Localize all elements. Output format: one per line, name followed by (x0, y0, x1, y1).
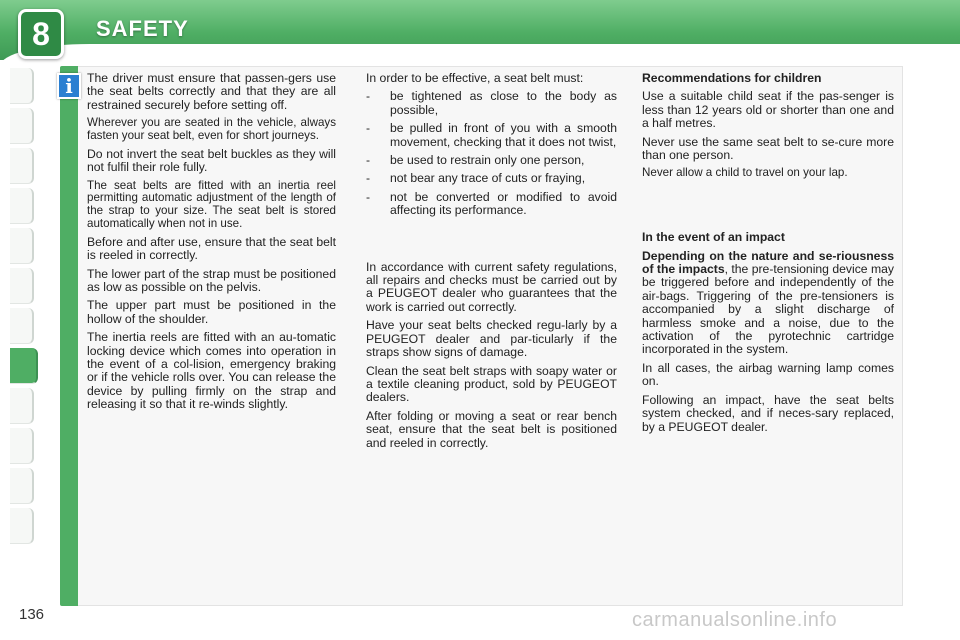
paragraph: The inertia reels are fitted with an au-tomatic locking device which comes into operation in the event of a col-lision, emergency braking or if the vehicle rolls over. You can release the device by pulling firmly on the strap and releasing it so that it re-winds slightly. (87, 330, 336, 412)
paragraph (642, 250, 894, 357)
chapter-tab[interactable] (10, 508, 34, 544)
chapter-tab[interactable] (10, 268, 34, 304)
chapter-number-badge: 8 (18, 9, 64, 59)
paragraph: Before and after use, ensure that the seat belt is reeled in correctly. (87, 234, 336, 263)
header-curve (0, 44, 960, 66)
chapter-tab[interactable] (10, 308, 34, 344)
paragraph: Use a suitable child seat if the pas-senger is less than 12 years old or shorter than one and a half metres. (642, 89, 894, 131)
column-seat-belts (87, 72, 336, 417)
chapter-title: SAFETY (96, 16, 189, 41)
chapter-tab[interactable] (10, 388, 34, 424)
paragraph: In all cases, the airbag warning lamp comes on. (642, 360, 894, 389)
list-item: - not bear any trace of cuts or fraying, (366, 172, 617, 185)
chapter-tab[interactable] (10, 188, 34, 224)
paragraph: Clean the seat belt straps with soapy water or a textile cleaning product, sold by PEUGEOT dealers. (366, 363, 617, 405)
chapter-tab[interactable] (10, 148, 34, 184)
page-number: 136 (19, 606, 45, 623)
paragraph: In order to be effective, a seat belt must: (366, 71, 584, 85)
chapter-tab[interactable] (10, 68, 34, 104)
list-item: - be pulled in front of you with a smooth movement, checking that it does not twist, (366, 122, 617, 149)
watermark: carmanualsonline.info (632, 609, 838, 631)
paragraph: The upper part must be positioned in the hollow of the shoulder. (87, 298, 336, 326)
paragraph: The lower part of the strap must be positioned as low as possible on the pelvis. (87, 266, 336, 295)
paragraph: Wherever you are seated in the vehicle, always fasten your seat belt, even for short journeys. (87, 116, 336, 143)
column-children-and-impact (642, 72, 894, 439)
chapter-tab[interactable] (10, 468, 34, 504)
paragraph: In accordance with current safety regulations, all repairs and checks must be carried out by a PEUGEOT dealer who guarantees that the work is carried out correctly. (366, 259, 617, 314)
paragraph: Following an impact, have the seat belts system checked, and if neces-sary replaced, by a PEUGEOT dealer. (642, 392, 894, 434)
paragraph: The driver must ensure that passen-gers use the seat belts correctly and that they are all restrained securely before setting off. (87, 71, 336, 112)
chapter-tab[interactable] (10, 108, 34, 144)
chapter-tab[interactable] (10, 428, 34, 464)
paragraph: Never use the same seat belt to se-cure more than one person. (642, 134, 894, 163)
list-item: - be tightened as close to the body as possible, (366, 90, 617, 117)
section-heading: Recommendations for children (642, 71, 822, 85)
section-heading: In the event of an impact (642, 230, 785, 245)
bold-lead: Depending on the nature and se-riousness of the impacts (642, 248, 894, 277)
paragraph: Have your seat belts checked regu-larly by a PEUGEOT dealer and par-ticularly if the straps show signs of damage. (366, 318, 617, 360)
list-item: - not be converted or modified to avoid affecting its performance. (366, 191, 617, 218)
section-bar (60, 66, 78, 606)
lead-continuation: , the pre-tensioning device may be triggered before and independently of the air-bags. Triggering of the pre-tensioners is accompanied by a slight discharge of harmless smoke and a noise, due to the activation of the pyrotechnic cartridge incorporated in the system. (642, 262, 894, 357)
paragraph: Do not invert the seat belt buckles as they will not fulfil their role fully. (87, 146, 336, 175)
chapter-tab[interactable] (10, 228, 34, 264)
chapter-tab-active[interactable] (10, 348, 38, 384)
paragraph: Never allow a child to travel on your lap. (642, 166, 848, 180)
list-item: - be used to restrain only one person, (366, 154, 617, 167)
chapter-tabs (10, 68, 34, 576)
paragraph: After folding or moving a seat or rear bench seat, ensure that the seat belt is positioned and reeled in correctly. (366, 408, 617, 450)
info-icon: i (57, 73, 81, 99)
column-belt-requirements (366, 72, 617, 455)
requirements-list (366, 90, 617, 217)
paragraph: The seat belts are fitted with an inertia reel permitting automatic adjustment of the length of the strap to your size. The seat belt is stored automatically when not in use. (87, 178, 336, 231)
